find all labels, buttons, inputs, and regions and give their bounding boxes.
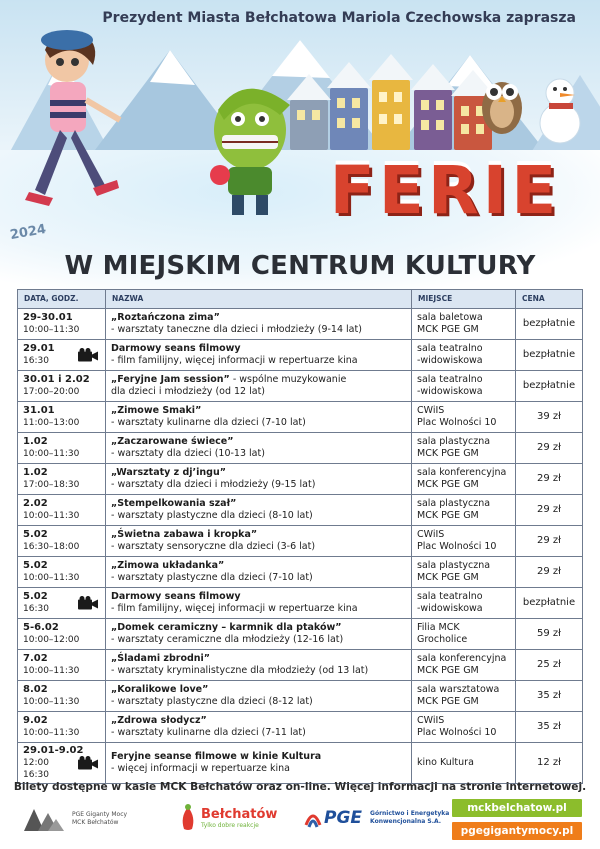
cell-date: [18, 557, 106, 588]
green-creature-illustration: [200, 75, 310, 225]
snowman-illustration: [525, 65, 595, 145]
page-title: W MIEJSKIM CENTRUM KULTURY: [64, 251, 536, 281]
events-table: [17, 289, 583, 784]
table-row: [18, 619, 583, 650]
cell-name: [106, 464, 412, 495]
event-date: 31.01: [23, 405, 55, 416]
event-date: 9.02: [23, 715, 48, 726]
cell-place: [412, 340, 516, 371]
headline: Prezydent Miasta Bełchatowa Mariola Czechowska zaprasza: [102, 10, 576, 26]
table-row: [18, 371, 583, 402]
event-time: 10:00–11:30: [23, 325, 80, 335]
tickets-info: Bilety dostępne w kasie MCK Bełchatów oraz on-line. Więcej informacji na stronie internetowej.: [13, 781, 587, 793]
logo2-tagline: Tylko dobre reakcje: [201, 822, 259, 829]
cell-place: [412, 371, 516, 402]
cell-name: [106, 588, 412, 619]
house-blue: [330, 88, 368, 150]
event-title: „Warsztaty z dj’ingu”: [111, 467, 226, 478]
cell-date: [18, 588, 106, 619]
cell-name: [106, 681, 412, 712]
cell-place: [412, 650, 516, 681]
cell-place: [412, 433, 516, 464]
event-title: Darmowy seans filmowy: [111, 343, 241, 354]
logo3-name: PGE: [324, 808, 363, 828]
cell-name: [106, 340, 412, 371]
table-row: [18, 495, 583, 526]
place-line-1: kino Kultura: [417, 757, 474, 768]
film-camera-icon: [77, 348, 99, 363]
place-line-2: Plac Wolności 10: [417, 727, 497, 738]
house-purple: [414, 90, 452, 150]
place-line-1: sala plastyczna: [417, 436, 491, 447]
film-camera-icon: [77, 756, 99, 771]
place-line-1: CWiIS: [417, 715, 445, 726]
place-line-1: sala plastyczna: [417, 560, 491, 571]
place-line-2: -widowiskowa: [417, 355, 483, 366]
event-description: - warsztaty kulinarne dla dzieci (7-11 lat): [111, 727, 306, 738]
place-line-2: Plac Wolności 10: [417, 417, 497, 428]
event-description: - warsztaty taneczne dla dzieci i młodzieży (9-14 lat): [111, 324, 362, 335]
table-row: [18, 526, 583, 557]
event-time: 12:00: [23, 758, 49, 768]
column-header-date: DATA, GODZ.: [18, 290, 106, 309]
column-header-price: CENA: [516, 290, 583, 309]
cell-price: 59 zł: [516, 619, 583, 650]
cell-name: [106, 371, 412, 402]
cell-name: [106, 619, 412, 650]
pge-arc-icon: [304, 805, 322, 831]
pge-gek-logo: [304, 805, 449, 831]
cell-place: [412, 743, 516, 784]
event-date: 30.01 i 2.02: [23, 374, 90, 385]
logo2-name: Bełchatów: [201, 807, 278, 822]
event-time: 17:00–18:30: [23, 480, 80, 490]
event-title-suffix: - wspólne muzykowanie: [229, 374, 347, 385]
column-header-place: MIEJSCE: [412, 290, 516, 309]
place-line-2: -widowiskowa: [417, 603, 483, 614]
ferie-logo-word: FERIE: [329, 151, 561, 229]
cell-place: [412, 619, 516, 650]
place-line-1: sala teatralno: [417, 374, 483, 385]
place-line-1: sala plastyczna: [417, 498, 491, 509]
cell-place: [412, 588, 516, 619]
place-line-1: sala teatralno: [417, 591, 483, 602]
event-description: - więcej informacji w repertuarze kina: [111, 763, 291, 774]
cell-name: [106, 743, 412, 784]
event-title: „Zimowe Smaki”: [111, 405, 202, 416]
cell-date: [18, 650, 106, 681]
cell-price: 35 zł: [516, 681, 583, 712]
cell-name: [106, 495, 412, 526]
cell-place: [412, 402, 516, 433]
logo1-line1: PGE Giganty Mocy: [72, 811, 128, 818]
event-title: „Świetna zabawa i kropka”: [111, 529, 258, 540]
cell-price: 29 zł: [516, 557, 583, 588]
film-camera-icon: [77, 596, 99, 611]
event-title: „Stempelkowania szał”: [111, 498, 237, 509]
event-title: „Feryjne Jam session”: [111, 374, 230, 385]
event-description: - film familijny, więcej informacji w repertuarze kina: [111, 603, 358, 614]
event-time: 10:00–11:30: [23, 666, 80, 676]
event-description: - warsztaty plastyczne dla dzieci (7-10 lat): [111, 572, 313, 583]
cell-date: [18, 309, 106, 340]
event-time-2: 16:30: [23, 770, 49, 780]
place-line-2: MCK PGE GM: [417, 448, 479, 459]
event-time: 11:00–13:00: [23, 418, 80, 428]
place-line-1: Filia MCK: [417, 622, 460, 633]
event-description: - warsztaty plastyczne dla dzieci (8-12 lat): [111, 696, 313, 707]
event-time: 17:00–20:00: [23, 387, 80, 397]
cell-date: [18, 340, 106, 371]
cell-price: 29 zł: [516, 464, 583, 495]
cell-name: [106, 433, 412, 464]
cell-price: bezpłatnie: [516, 309, 583, 340]
event-date: 1.02: [23, 467, 48, 478]
cell-price: bezpłatnie: [516, 588, 583, 619]
event-title: „Zaczarowane świece”: [111, 436, 234, 447]
cell-name: [106, 526, 412, 557]
place-line-1: sala warsztatowa: [417, 684, 500, 695]
event-description: - warsztaty plastyczne dla dzieci (8-10 lat): [111, 510, 313, 521]
event-description: - warsztaty dla dzieci i młodzieży (9-15 lat): [111, 479, 316, 490]
event-date: 1.02: [23, 436, 48, 447]
table-row: [18, 650, 583, 681]
place-line-1: sala konferencyjna: [417, 467, 507, 478]
table-row: [18, 712, 583, 743]
cell-price: bezpłatnie: [516, 340, 583, 371]
cell-date: [18, 371, 106, 402]
event-description: - film familijny, więcej informacji w repertuarze kina: [111, 355, 358, 366]
event-time: 10:00–12:00: [23, 635, 80, 645]
sponsor-logos: [0, 799, 600, 845]
logo3-line2: Konwencjonalna S.A.: [370, 818, 442, 825]
event-description: - warsztaty sensoryczne dla dzieci (3-6 lat): [111, 541, 316, 552]
place-line-2: MCK PGE GM: [417, 696, 479, 707]
mck-website-link[interactable]: mckbelchatow.pl: [452, 799, 582, 817]
cell-date: [18, 495, 106, 526]
cell-place: [412, 464, 516, 495]
event-time: 10:00–11:30: [23, 573, 80, 583]
cell-price: bezpłatnie: [516, 371, 583, 402]
table-row: [18, 743, 583, 784]
cell-name: [106, 650, 412, 681]
cell-place: [412, 557, 516, 588]
belchatow-logo: [178, 803, 277, 833]
cell-date: [18, 743, 106, 784]
event-time: 16:30: [23, 604, 49, 614]
place-line-2: Plac Wolności 10: [417, 541, 497, 552]
place-line-1: sala baletowa: [417, 312, 483, 323]
event-title: „Śladami zbrodni”: [111, 653, 211, 664]
table-row: [18, 588, 583, 619]
event-time: 10:00–11:30: [23, 449, 80, 459]
owl-character: [472, 60, 532, 140]
event-date: 2.02: [23, 498, 48, 509]
event-date: 29.01-9.02: [23, 745, 84, 756]
pge-giganty-icon: [22, 805, 66, 833]
hero-banner: [0, 0, 600, 290]
event-title: Darmowy seans filmowy: [111, 591, 241, 602]
cell-date: [18, 464, 106, 495]
place-line-2: MCK PGE GM: [417, 479, 479, 490]
table-row: [18, 557, 583, 588]
event-description: - warsztaty kulinarne dla dzieci (7-10 lat): [111, 417, 306, 428]
event-date: 5-6.02: [23, 622, 59, 633]
place-line-2: Grocholice: [417, 634, 468, 645]
cell-date: [18, 402, 106, 433]
event-description: - warsztaty dla dzieci (10-13 lat): [111, 448, 265, 459]
house-yellow: [372, 80, 410, 150]
event-date: 29-30.01: [23, 312, 73, 323]
pge-website-link[interactable]: pgegigantymocy.pl: [452, 822, 582, 840]
event-time: 16:30–18:00: [23, 542, 80, 552]
cell-date: [18, 712, 106, 743]
cell-price: 29 zł: [516, 526, 583, 557]
event-time: 10:00–11:30: [23, 728, 80, 738]
event-description: dla dzieci i młodzieży (od 12 lat): [111, 386, 266, 397]
table-row: [18, 340, 583, 371]
cell-place: [412, 712, 516, 743]
cell-price: 29 zł: [516, 433, 583, 464]
place-line-2: MCK PGE GM: [417, 510, 479, 521]
cell-name: [106, 309, 412, 340]
cell-price: 39 zł: [516, 402, 583, 433]
cell-price: 25 zł: [516, 650, 583, 681]
cell-date: [18, 681, 106, 712]
table-header-row: [18, 290, 583, 309]
cell-name: [106, 402, 412, 433]
column-header-name: NAZWA: [106, 290, 412, 309]
event-date: 8.02: [23, 684, 48, 695]
cell-date: [18, 619, 106, 650]
event-title: „Domek ceramiczny – karmnik dla ptaków”: [111, 622, 342, 633]
cell-date: [18, 433, 106, 464]
cell-place: [412, 526, 516, 557]
cell-place: [412, 495, 516, 526]
table-row: [18, 402, 583, 433]
event-description: - warsztaty ceramiczne dla młodzieży (12-16 lat): [111, 634, 344, 645]
table-row: [18, 433, 583, 464]
cell-price: 29 zł: [516, 495, 583, 526]
table-row: [18, 464, 583, 495]
place-line-1: sala konferencyjna: [417, 653, 507, 664]
place-line-1: sala teatralno: [417, 343, 483, 354]
event-date: 5.02: [23, 591, 48, 602]
event-title: „Koralikowe love”: [111, 684, 209, 695]
place-line-2: MCK PGE GM: [417, 572, 479, 583]
cell-name: [106, 557, 412, 588]
event-title: „Zdrowa słodycz”: [111, 715, 207, 726]
event-date: 29.01: [23, 343, 55, 354]
event-date: 5.02: [23, 529, 48, 540]
place-line-2: MCK PGE GM: [417, 324, 479, 335]
cell-date: [18, 526, 106, 557]
logo1-line2: MCK Bełchatów: [72, 819, 119, 826]
event-title: „Zimowa układanka”: [111, 560, 225, 571]
cell-name: [106, 712, 412, 743]
event-date: 5.02: [23, 560, 48, 571]
place-line-1: CWiIS: [417, 405, 445, 416]
belchatow-leaf-icon: [178, 803, 198, 833]
pge-giganty-logo: [22, 805, 127, 833]
cell-price: 35 zł: [516, 712, 583, 743]
table-row: [18, 309, 583, 340]
year-label: 2024: [8, 221, 48, 244]
logo3-line1: Górnictwo i Energetyka: [370, 810, 450, 817]
event-time: 16:30: [23, 356, 49, 366]
event-date: 7.02: [23, 653, 48, 664]
place-line-2: -widowiskowa: [417, 386, 483, 397]
place-line-2: MCK PGE GM: [417, 665, 479, 676]
cell-price: 12 zł: [516, 743, 583, 784]
cell-place: [412, 681, 516, 712]
event-description: - warsztaty kryminalistyczne dla młodzieży (od 13 lat): [111, 665, 369, 676]
place-line-1: CWiIS: [417, 529, 445, 540]
girl-skater-illustration: [5, 20, 135, 250]
event-time: 10:00–11:30: [23, 511, 80, 521]
event-time: 10:00–11:30: [23, 697, 80, 707]
event-title: Feryjne seanse filmowe w kinie Kultura: [111, 751, 322, 762]
event-title: „Roztańczona zima”: [111, 312, 220, 323]
cell-place: [412, 309, 516, 340]
table-row: [18, 681, 583, 712]
